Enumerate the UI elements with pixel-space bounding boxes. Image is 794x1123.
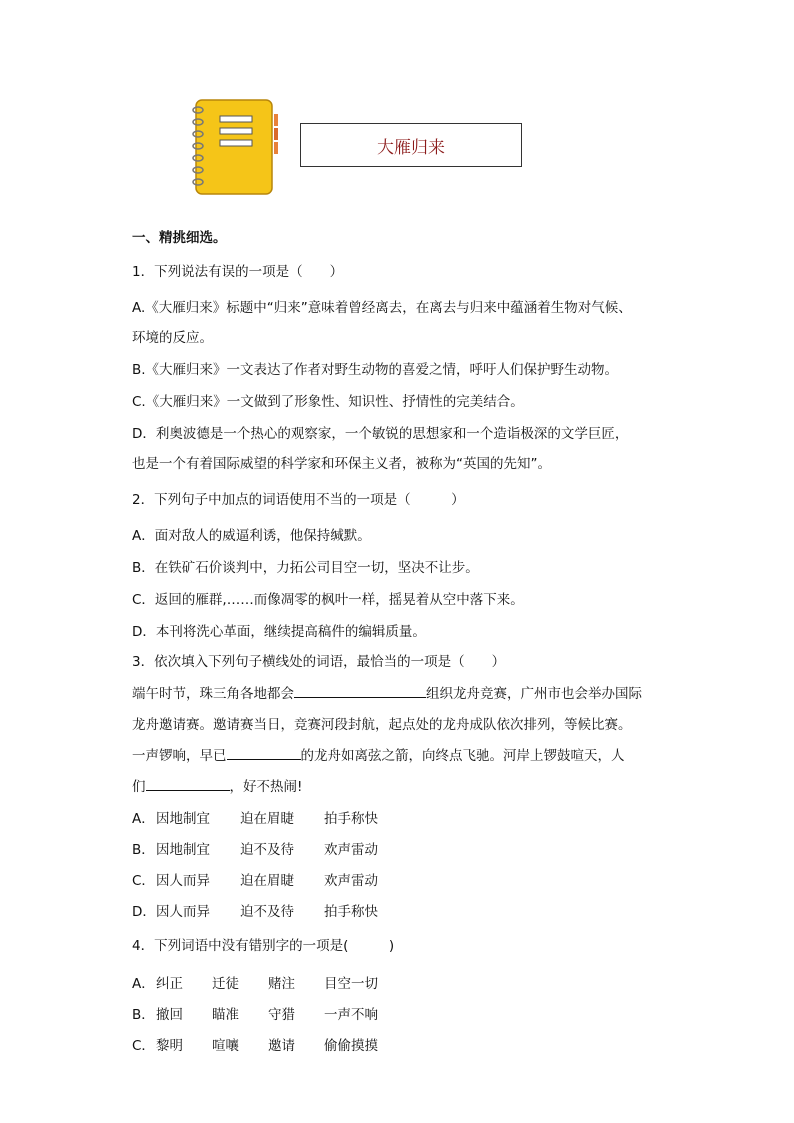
option-word: 拍手称快 — [324, 811, 378, 827]
q3-passage-line1 — [132, 682, 642, 702]
fill-blank — [294, 683, 426, 698]
page-title: 大雁归来 — [377, 137, 445, 158]
option-word: 瞄准 — [212, 1007, 239, 1023]
q1-option-a-line1: A.《大雁归来》标题中“归来”意味着曾经离去，在离去与归来中蕴涵着生物对气候、 — [132, 300, 632, 316]
option-word: 迁徒 — [212, 976, 239, 992]
option-word: 因人而异 — [156, 873, 210, 889]
q2-stem: 2．下列句子中加点的词语使用不当的一项是（ ） — [132, 492, 465, 508]
section-title: 一、精挑细选。 — [132, 230, 227, 246]
q3-option-d — [132, 900, 378, 920]
q1-option-d-line1: D．利奥波德是一个热心的观察家，一个敏锐的思想家和一个造诣极深的文学巨匠， — [132, 426, 629, 442]
option-word: 守猎 — [268, 1007, 295, 1023]
q3-passage-text: 一声锣响，早已 — [132, 748, 227, 764]
option-word: 欢声雷动 — [324, 842, 378, 858]
q2-option-c: C．返回的雁群,……而像凋零的枫叶一样，摇晃着从空中落下来。 — [132, 592, 524, 608]
option-word: 一声不响 — [324, 1007, 378, 1023]
q3-passage-text: ，好不热闹! — [229, 779, 303, 795]
q4-option-a — [132, 972, 378, 992]
option-label: A． — [132, 976, 155, 992]
option-word: 因地制宜 — [156, 842, 210, 858]
q2-option-b: B．在铁矿石价谈判中，力拓公司目空一切，坚决不让步。 — [132, 560, 479, 576]
option-word: 欢声雷动 — [324, 873, 378, 889]
title-box — [300, 123, 522, 167]
option-label: C． — [132, 1038, 155, 1054]
q2-option-a: A．面对敌人的威逼利诱，他保持缄默。 — [132, 528, 371, 544]
q3-option-c — [132, 869, 378, 889]
notebook-icon — [192, 98, 278, 196]
option-label: B． — [132, 842, 155, 858]
q1-option-b: B.《大雁归来》一文表达了作者对野生动物的喜爱之情，呼吁人们保护野生动物。 — [132, 362, 619, 378]
option-word: 黎明 — [156, 1038, 183, 1054]
option-label: A． — [132, 811, 155, 827]
q4-option-b — [132, 1003, 378, 1023]
q3-option-b — [132, 838, 378, 858]
option-word: 偷偷摸摸 — [324, 1038, 378, 1054]
option-word: 纠正 — [156, 976, 183, 992]
q4-option-c — [132, 1034, 378, 1054]
q3-passage-line4 — [132, 775, 302, 795]
option-word: 迫不及待 — [240, 904, 294, 920]
q1-stem: 1．下列说法有误的一项是（ ） — [132, 264, 344, 280]
option-word: 赌注 — [268, 976, 295, 992]
option-word: 因地制宜 — [156, 811, 210, 827]
option-word: 迫在眉睫 — [240, 873, 294, 889]
option-word: 拍手称快 — [324, 904, 378, 920]
q3-option-a — [132, 807, 378, 827]
fill-blank — [146, 776, 230, 791]
q3-passage-text: 的龙舟如离弦之箭，向终点飞驰。河岸上锣鼓喧天，人 — [300, 748, 625, 764]
q3-passage-text: 们 — [132, 779, 146, 795]
q1-option-a-line2: 环境的反应。 — [132, 330, 213, 346]
option-word: 撤回 — [156, 1007, 183, 1023]
option-word: 迫在眉睫 — [240, 811, 294, 827]
option-label: C． — [132, 873, 155, 889]
q3-passage-line2: 龙舟邀请赛。邀请赛当日，竞赛河段封航，起点处的龙舟成队依次排列，等候比赛。 — [132, 717, 632, 733]
q3-stem: 3．依次填入下列句子横线处的词语，最恰当的一项是（ ） — [132, 654, 506, 670]
option-label: D． — [132, 904, 156, 920]
q1-option-c: C.《大雁归来》一文做到了形象性、知识性、抒情性的完美结合。 — [132, 394, 524, 410]
option-word: 因人而异 — [156, 904, 210, 920]
q1-option-d-line2: 也是一个有着国际威望的科学家和环保主义者，被称为“英国的先知”。 — [132, 456, 551, 472]
option-word: 目空一切 — [324, 976, 378, 992]
q3-passage-text: 组织龙舟竞赛，广州市也会举办国际 — [426, 686, 642, 702]
option-word: 迫不及待 — [240, 842, 294, 858]
option-word: 喧嚷 — [212, 1038, 239, 1054]
q4-stem: 4．下列词语中没有错别字的一项是( ) — [132, 938, 395, 954]
q3-passage-text: 端午时节，珠三角各地都会 — [132, 686, 294, 702]
q3-passage-line3 — [132, 744, 625, 764]
option-label: B． — [132, 1007, 155, 1023]
q2-option-d: D．本刊将洗心革面，继续提高稿件的编辑质量。 — [132, 624, 426, 640]
option-word: 邀请 — [268, 1038, 295, 1054]
fill-blank — [227, 745, 301, 760]
